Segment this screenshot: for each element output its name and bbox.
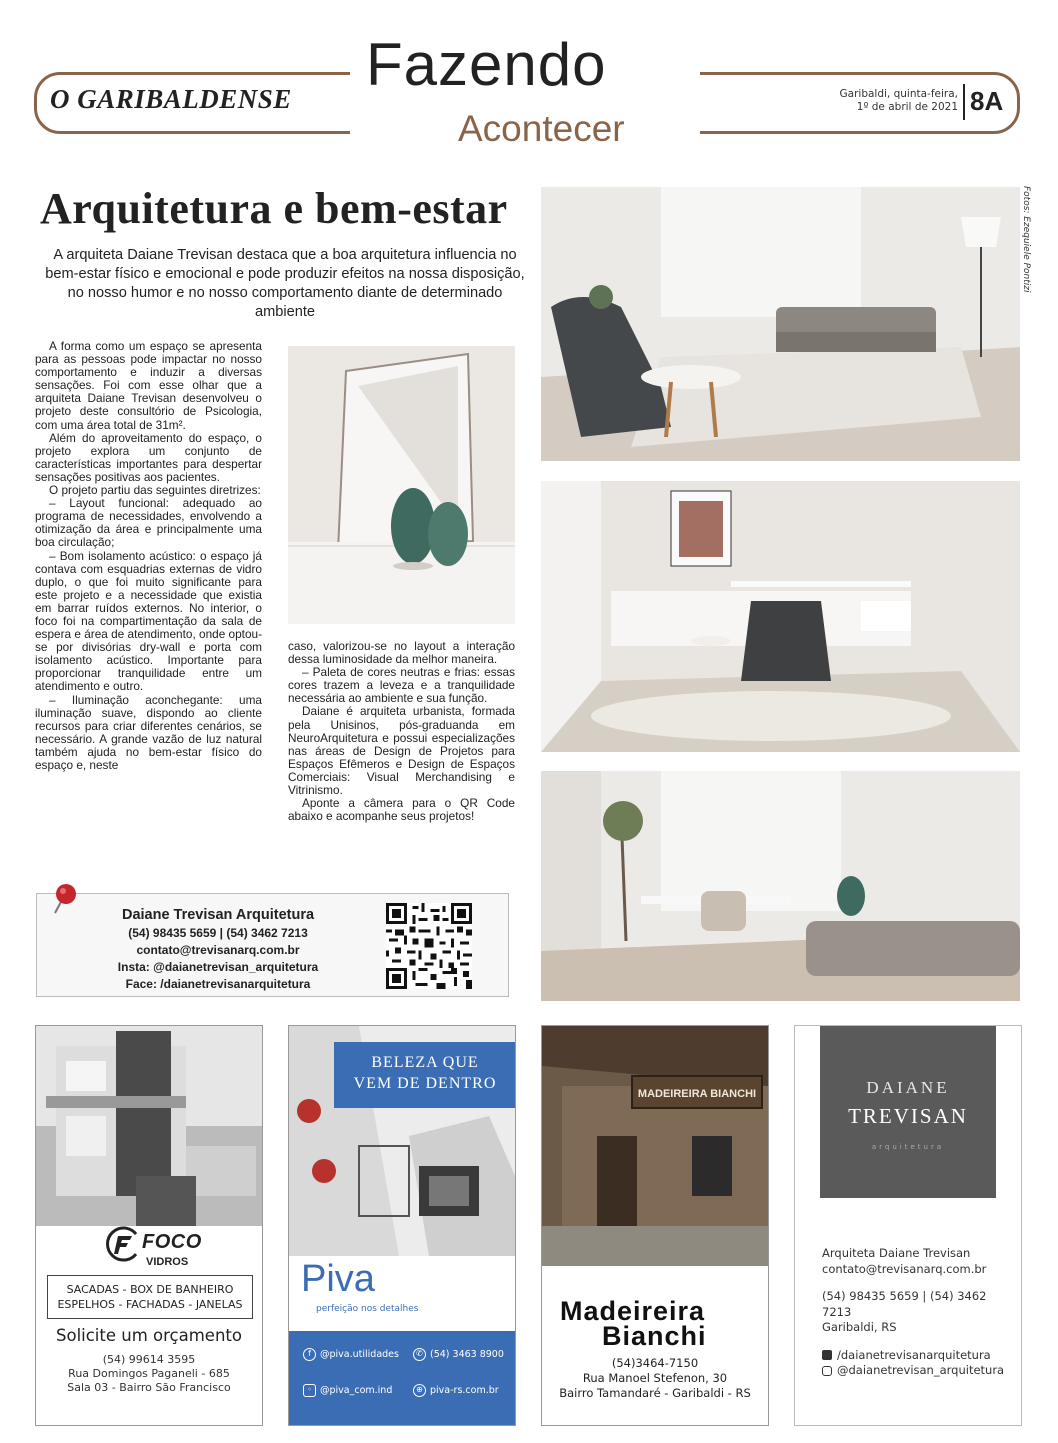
instagram-icon bbox=[822, 1366, 832, 1376]
living-room-photo bbox=[541, 187, 1020, 461]
paragraph: – Paleta de cores neutras e frias: essas cores trazem a leveza e a tranquilidade necessária ao ambiente e sua função. bbox=[288, 665, 515, 706]
madeireira-logo: Madeireira Bianchi bbox=[560, 1296, 707, 1351]
foco-call-to-action: Solicite um orçamento bbox=[56, 1326, 242, 1345]
paragraph: O projeto partiu das seguintes diretrizes: bbox=[49, 483, 261, 498]
contact-details bbox=[88, 906, 348, 993]
madeireira-address: (54)3464-7150 Rua Manoel Stefenon, 30 Bairro Tamandaré - Garibaldi - RS bbox=[559, 1356, 751, 1400]
daiane-contact-info: Arquiteta Daiane Trevisan contato@trevisanarq.com.br (54) 98435 5659 | (54) 3462 7213 Garibaldi, RS /daianetrevisanarquitetura @daianetrevisan_arquitetura bbox=[822, 1246, 1017, 1379]
paragraph: caso, valorizou-se no layout a interação dessa luminosidade da melhor maneira. bbox=[288, 639, 515, 667]
piva-phone[interactable]: ✆ (54) 3463 8900 bbox=[413, 1348, 504, 1361]
paragraph: Além do aproveitamento do espaço, o projeto explora um conjunto de características importantes para despertar sensações positivas aos pacientes. bbox=[35, 430, 262, 484]
article-column-2 bbox=[288, 640, 515, 823]
ad-daiane-trevisan[interactable] bbox=[794, 1025, 1022, 1426]
section-title: Fazendo bbox=[366, 31, 607, 98]
building-photo bbox=[36, 1026, 262, 1226]
contact-instagram: Insta: @daianetrevisan_arquitetura bbox=[117, 960, 319, 974]
section-subtitle: Acontecer bbox=[458, 108, 625, 149]
photo-credit: Fotos: Ezequiele Pontizi bbox=[1021, 186, 1031, 293]
paragraph: Aponte a câmera para o QR Code abaixo e acompanhe seus projetos! bbox=[288, 796, 515, 824]
contact-phones: (54) 98435 5659 | (54) 3462 7213 bbox=[128, 926, 308, 940]
masthead-divider bbox=[963, 84, 965, 120]
ad-foco-vidros[interactable] bbox=[35, 1025, 263, 1426]
paragraph: A forma como um espaço se apresenta para as pessoas pode impactar no nosso comportamento e induzir a diversas sensações. Foi com esse olhar que a arquiteta Daiane Trevisan desenvolveu o projeto deste consultório de Psicologia, com uma área total de 31m². bbox=[35, 339, 262, 432]
ad-piva[interactable] bbox=[288, 1025, 516, 1426]
piva-contacts bbox=[289, 1331, 515, 1425]
piva-logo: Piva bbox=[301, 1258, 375, 1300]
office-armchair-photo bbox=[541, 481, 1020, 752]
piva-instagram[interactable]: ◦ @piva_com.ind bbox=[303, 1384, 392, 1397]
piva-website[interactable]: ⊕ piva-rs.com.br bbox=[413, 1384, 499, 1397]
article-lead: A arquiteta Daiane Trevisan destaca que a boa arquitetura influencia no bem-estar físico e emocional e pode produzir efeitos na nossa disposição, no nosso humor e no nosso comportamento diante de determinado ambiente bbox=[45, 247, 525, 320]
piva-banner: BELEZA QUE VEM DE DENTRO bbox=[334, 1042, 516, 1108]
daiane-instagram[interactable]: @daianetrevisan_arquitetura bbox=[822, 1363, 1017, 1379]
foco-logo: FOCO VIDROS bbox=[106, 1226, 142, 1267]
facebook-icon bbox=[822, 1350, 832, 1360]
globe-icon: ⊕ bbox=[413, 1384, 426, 1397]
daiane-facebook[interactable]: /daianetrevisanarquitetura bbox=[822, 1348, 1017, 1364]
paragraph: – Bom isolamento acústico: o espaço já contava com esquadrias externas de vidro duplo, o que foi muito significante para este projeto e a necessidade que existia em barrar ruídos externos. No interior, o foco foi na compartimentação da sala de espera e área de atendimento, onde optou-se por divisórias dry-wall e porta com isolamento acústico. Importante para proporcionar tranquilidade entre um atendimento e outro. bbox=[35, 548, 262, 694]
article-column-1 bbox=[35, 340, 262, 772]
page-number: 8A bbox=[970, 86, 1004, 116]
piva-tagline: perfeição nos detalhes bbox=[316, 1304, 419, 1314]
instagram-icon: ◦ bbox=[303, 1384, 316, 1397]
qr-code[interactable] bbox=[385, 903, 473, 989]
foco-address: (54) 99614 3595 Rua Domingos Paganeli - 685 Sala 03 - Bairro São Francisco bbox=[67, 1353, 231, 1394]
phone-icon: ✆ bbox=[413, 1348, 426, 1361]
newspaper-brand: O GARIBALDENSE bbox=[50, 84, 292, 114]
edition-date: Garibaldi, quinta-feira, 1º de abril de 2021 bbox=[839, 88, 958, 113]
foco-logo-mark-icon bbox=[106, 1226, 142, 1262]
facebook-icon: f bbox=[303, 1348, 316, 1361]
paragraph: – Iluminação aconchegante: uma iluminação suave, dispondo ao cliente recursos para criar diferentes cenários, se necessário. A grande vazão de luz natural também ajuda no bem-estar físico do espaço e, neste bbox=[35, 692, 262, 772]
push-pin-icon bbox=[48, 880, 82, 916]
paragraph: – Layout funcional: adequado ao programa de necessidades, envolvendo a otimização da área e principalmente uma boa circulação; bbox=[35, 496, 262, 550]
contact-title: Daiane Trevisan Arquitetura bbox=[121, 907, 315, 923]
storefront-sign: MADEIREIRA BIANCHI bbox=[637, 1088, 757, 1100]
paragraph: Daiane é arquiteta urbanista, formada pela Unisinos, pós-graduanda em NeuroArquitetura e possui especializações nas áreas de Design de Projetos para Espaços Efêmeros e Design de Espaços Comerciais: Visual Merchandising e Vitrinismo. bbox=[288, 704, 515, 798]
foco-services: SACADAS - BOX DE BANHEIRO ESPELHOS - FACHADAS - JANELAS bbox=[47, 1275, 253, 1319]
daiane-logo-block: DAIANE TREVISAN arquitetura bbox=[820, 1026, 996, 1198]
storefront-photo bbox=[542, 1026, 768, 1266]
contact-facebook: Face: /daianetrevisanarquitetura bbox=[125, 977, 311, 991]
piva-facebook[interactable]: f @piva.utilidades bbox=[303, 1348, 399, 1361]
contact-email[interactable]: contato@trevisanarq.com.br bbox=[136, 943, 300, 957]
article-headline: Arquitetura e bem-estar bbox=[40, 184, 508, 233]
ad-madeireira-bianchi[interactable] bbox=[541, 1025, 769, 1426]
vases-photo bbox=[288, 346, 515, 624]
consultation-room-photo bbox=[541, 771, 1020, 1001]
